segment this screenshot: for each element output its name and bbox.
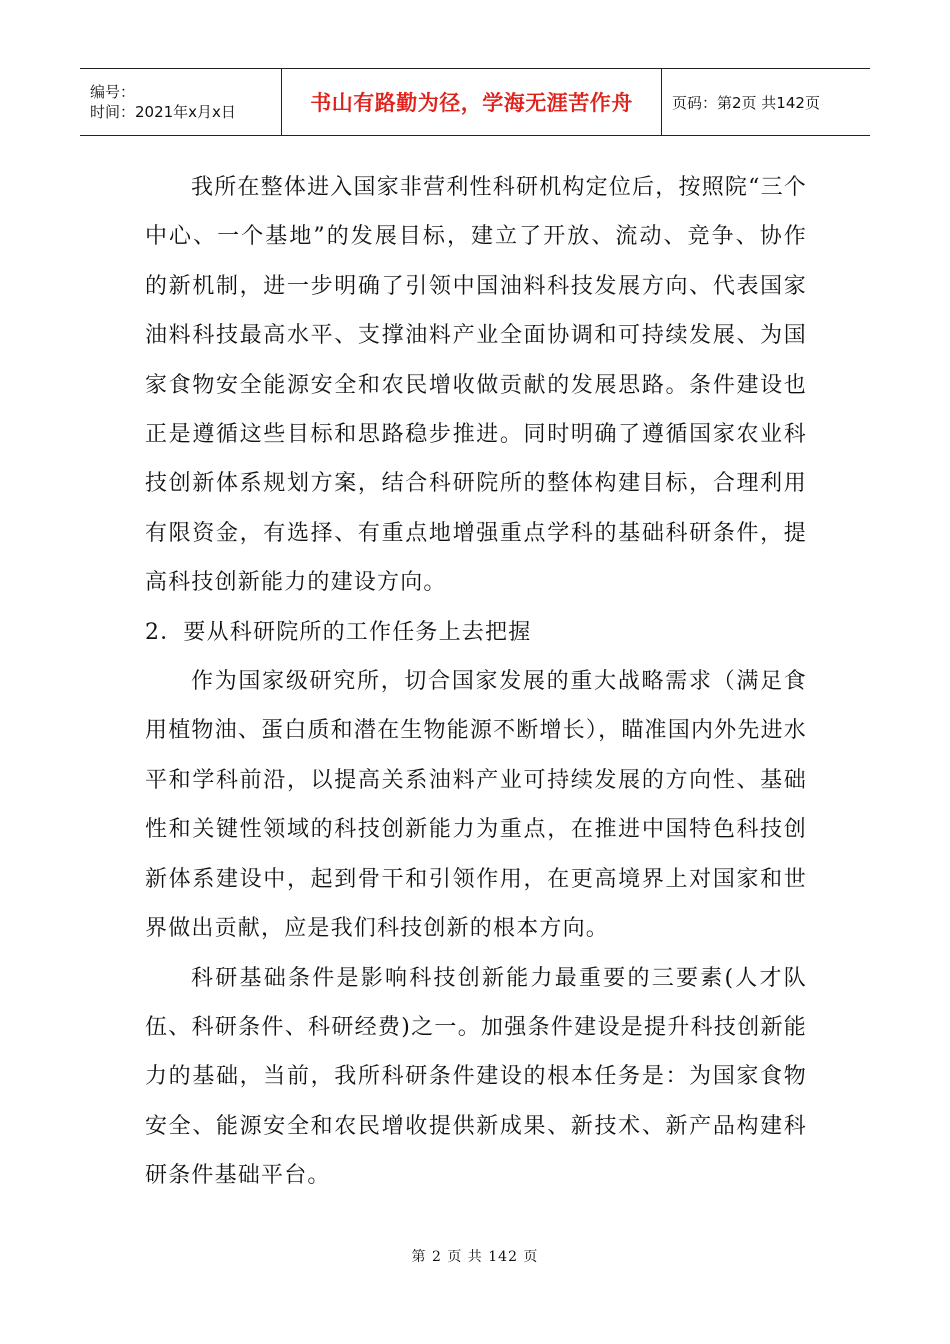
header-page-info [662,69,870,135]
time-label: 时间：2021年x月x日 [90,103,236,121]
page-info: 页码：第2页 共142页 [672,93,820,112]
document-header [80,68,870,136]
paragraph-3: 科研基础条件是影响科技创新能力最重要的三要素(人才队伍、科研条件、科研经费)之一。加强条件建设是提升科技创新能力的基础，当前，我所科研条件建设的根本任务是：为国家食物安全、能源安全和农民增收提供新成果、新技术、新产品构建科研条件基础平台。 [145,965,807,1189]
page-footer: 第 2 页 共 142 页 [411,1249,539,1265]
document-body [145,163,807,1201]
paragraph-1: 我所在整体进入国家非营利性科研机构定位后，按照院“三个中心、一个基地”的发展目标，建立了开放、流动、竞争、协作的新机制，进一步明确了引领中国油料科技发展方向、代表国家油料科技最高水平、支撑油料产业全面协调和可持续发展、为国家食物安全能源安全和农民增收做贡献的发展思路。条件建设也正是遵循这些目标和思路稳步推进。同时明确了遵循国家农业科技创新体系规划方案，结合科研院所的整体构建目标，合理利用有限资金，有选择、有重点地增强重点学科的基础科研条件，提高科技创新能力的建设方向。 [145,175,807,596]
header-meta [80,69,282,135]
number-label: 编号： [90,83,136,101]
header-motto-cell [282,69,662,135]
paragraph-2: 作为国家级研究所，切合国家发展的重大战略需求（满足食用植物油、蛋白质和潜在生物能源不断增长），瞄准国内外先进水平和学科前沿，以提高关系油料产业可持续发展的方向性、基础性和关键性领域的科技创新能力为重点，在推进中国特色科技创新体系建设中，起到骨干和引领作用，在更高境界上对国家和世界做出贡献，应是我们科技创新的根本方向。 [145,669,807,942]
motto: 书山有路勤为径，学海无涯苦作舟 [310,91,633,115]
section-heading: 2．要从科研院所的工作任务上去把握 [145,619,532,645]
